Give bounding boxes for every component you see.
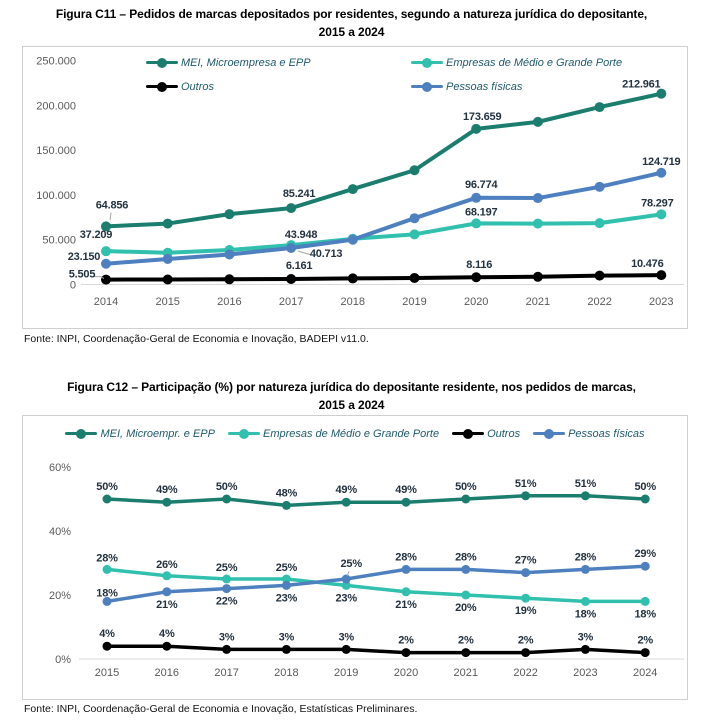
data-point xyxy=(641,597,650,606)
data-point xyxy=(641,562,650,571)
data-point xyxy=(461,591,470,600)
x-axis-tick-label: 2020 xyxy=(463,296,489,308)
data-point xyxy=(348,184,358,194)
data-point xyxy=(342,498,351,507)
data-label: 28% xyxy=(395,551,417,564)
legend-label-outros: Outros xyxy=(181,80,215,93)
x-axis-tick-label: 2023 xyxy=(573,667,598,679)
data-point xyxy=(286,274,296,284)
data-point xyxy=(286,203,296,213)
data-point xyxy=(521,648,530,657)
figure-c12-panel xyxy=(22,415,688,700)
data-point xyxy=(521,594,530,603)
data-label: 18% xyxy=(634,608,656,621)
y-axis-tick-label: 60% xyxy=(48,462,71,474)
data-label: 23% xyxy=(335,592,357,605)
data-label: 64.856 xyxy=(95,199,129,212)
data-label: 22% xyxy=(215,595,238,608)
data-label: 20% xyxy=(455,602,477,614)
data-point xyxy=(286,243,296,253)
x-axis-tick-label: 2016 xyxy=(217,296,242,308)
data-point xyxy=(342,645,351,654)
data-point xyxy=(641,648,650,657)
series-line xyxy=(107,496,645,506)
data-label: 49% xyxy=(395,484,417,497)
data-label: 2% xyxy=(458,634,474,647)
data-label: 50% xyxy=(634,481,656,493)
x-axis-tick-label: 2017 xyxy=(278,296,304,308)
data-point xyxy=(595,218,605,228)
data-point xyxy=(282,645,291,654)
figure-c12-title-line1: Figura C12 – Participação (%) por natureza jurídica do depositante residente, nos pedidos de marcas, xyxy=(67,380,636,394)
data-point xyxy=(521,568,530,577)
data-label: 49% xyxy=(335,484,357,497)
data-point xyxy=(533,219,543,229)
legend-label-empresas-2: Empresas de Médio e Grande Porte xyxy=(262,427,440,440)
data-point xyxy=(402,648,411,657)
data-point xyxy=(656,168,666,178)
data-point xyxy=(461,565,470,574)
data-label: 3% xyxy=(278,631,295,644)
y-axis-tick-label: 20% xyxy=(48,590,71,602)
data-point xyxy=(581,565,590,574)
data-point xyxy=(162,498,171,507)
data-label: 37.209 xyxy=(79,229,113,242)
data-label: 78.297 xyxy=(641,197,674,210)
data-label: 29% xyxy=(634,548,656,561)
series-line xyxy=(107,646,645,652)
data-point xyxy=(595,271,605,281)
data-point xyxy=(162,571,171,580)
data-label: 3% xyxy=(218,631,235,644)
x-axis-tick-label: 2021 xyxy=(525,296,551,308)
data-point xyxy=(533,193,543,203)
series-line xyxy=(106,94,661,227)
data-label: 40.713 xyxy=(309,248,343,261)
figure-c11-source: Fonte: INPI, Coordenação-Geral de Economia e Inovação, BADEPI v11.0. xyxy=(24,333,369,345)
figure-c11-title-line1: Figura C11 – Pedidos de marcas depositados por residentes, segundo a natureza jurídica do depositante, xyxy=(55,7,648,21)
x-axis-tick-label: 2021 xyxy=(453,667,479,679)
y-axis-tick-label: 100.000 xyxy=(36,189,76,202)
data-point xyxy=(103,642,112,651)
data-label: 25% xyxy=(275,562,298,574)
legend-label-mei: MEI, Microempresa e EPP xyxy=(181,56,311,69)
series-line xyxy=(107,566,645,601)
data-point xyxy=(471,272,481,282)
data-label: 51% xyxy=(514,477,537,490)
x-axis-tick-label: 2019 xyxy=(333,667,359,679)
legend-label-empresas: Empresas de Médio e Grande Porte xyxy=(446,56,623,69)
legend-label-mei-2: MEI, Microempr. e EPP xyxy=(100,427,215,440)
data-point xyxy=(402,587,411,596)
data-point xyxy=(410,213,420,223)
data-point xyxy=(101,259,111,269)
data-label: 2% xyxy=(398,634,414,647)
data-point xyxy=(402,565,411,574)
data-label: 23% xyxy=(275,592,298,605)
label-leader-line xyxy=(110,212,111,220)
data-point xyxy=(581,491,590,500)
data-point xyxy=(581,645,590,654)
data-point xyxy=(410,273,420,283)
data-point xyxy=(461,495,470,504)
data-label: 28% xyxy=(455,551,477,564)
data-point xyxy=(282,581,291,590)
legend-label-pessoas-2: Pessoas físicas xyxy=(568,427,645,440)
data-point xyxy=(342,575,351,584)
y-axis-tick-label: 0 xyxy=(69,279,76,292)
data-label: 10.476 xyxy=(631,258,664,271)
data-label: 4% xyxy=(99,628,115,641)
data-label: 50% xyxy=(455,481,477,493)
data-label: 6.161 xyxy=(285,259,313,272)
data-label: 25% xyxy=(340,558,362,570)
data-point xyxy=(348,235,358,245)
x-axis-tick-label: 2017 xyxy=(214,667,239,679)
y-axis-tick-label: 0% xyxy=(55,654,71,666)
legend-label-outros-2: Outros xyxy=(487,427,521,440)
data-point xyxy=(533,117,543,127)
data-point xyxy=(224,274,234,284)
data-point xyxy=(581,597,590,606)
data-point xyxy=(471,124,481,134)
data-point xyxy=(222,495,231,504)
x-axis-tick-label: 2018 xyxy=(274,667,299,679)
data-label: 8.116 xyxy=(466,259,493,272)
data-point xyxy=(471,218,481,228)
data-point xyxy=(103,495,112,504)
data-point xyxy=(162,587,171,596)
data-label: 43.948 xyxy=(284,229,318,242)
data-label: 3% xyxy=(577,631,594,644)
data-label: 68.197 xyxy=(464,206,498,219)
data-label: 2% xyxy=(637,634,653,647)
data-point xyxy=(163,274,173,284)
data-point xyxy=(222,575,231,584)
x-axis-tick-label: 2023 xyxy=(649,296,674,308)
data-point xyxy=(224,209,234,219)
data-point xyxy=(101,246,111,256)
data-point xyxy=(410,229,420,239)
data-label: 4% xyxy=(159,628,175,641)
figure-c11-chart xyxy=(23,47,687,328)
data-point xyxy=(224,249,234,259)
series-line xyxy=(106,275,661,279)
data-label: 50% xyxy=(96,481,118,493)
data-label: 173.659 xyxy=(463,110,502,123)
y-axis-tick-label: 250.000 xyxy=(36,55,76,68)
data-label: 28% xyxy=(574,551,597,564)
y-axis-tick-label: 150.000 xyxy=(36,145,76,158)
data-point xyxy=(595,102,605,112)
data-label: 19% xyxy=(514,605,537,618)
data-label: 124.719 xyxy=(642,155,681,168)
data-point xyxy=(410,165,420,175)
data-label: 25% xyxy=(215,562,238,574)
figure-c12-source: Fonte: INPI, Coordenação-Geral de Economia e Inovação, Estatísticas Preliminares. xyxy=(24,703,418,715)
data-point xyxy=(461,648,470,657)
x-axis-tick-label: 2018 xyxy=(340,296,366,308)
figure-c12-chart xyxy=(23,416,687,699)
y-axis-tick-label: 50.000 xyxy=(42,234,76,247)
data-point xyxy=(282,501,291,510)
data-label: 51% xyxy=(574,477,597,490)
figure-c12-title xyxy=(0,378,703,414)
data-label: 3% xyxy=(338,631,354,644)
data-label: 21% xyxy=(395,598,417,611)
data-label: 48% xyxy=(275,487,298,500)
data-label: 96.774 xyxy=(464,178,498,191)
x-axis-tick-label: 2022 xyxy=(513,667,538,679)
data-label: 49% xyxy=(156,484,178,497)
data-label: 50% xyxy=(215,481,238,493)
figure-c11-title-line2: 2015 a 2024 xyxy=(318,25,385,39)
data-label: 18% xyxy=(96,587,118,600)
x-axis-tick-label: 2024 xyxy=(632,667,658,679)
data-label: 2% xyxy=(517,634,534,647)
data-label: 18% xyxy=(574,608,597,621)
data-point xyxy=(163,254,173,264)
x-axis-tick-label: 2014 xyxy=(93,296,119,308)
data-point xyxy=(471,193,481,203)
x-axis-tick-label: 2020 xyxy=(393,667,419,679)
figure-c11-panel xyxy=(22,46,688,329)
x-axis-tick-label: 2015 xyxy=(94,667,120,679)
data-point xyxy=(222,584,231,593)
figure-c12-title-line2: 2015 a 2024 xyxy=(318,398,385,412)
data-point xyxy=(641,495,650,504)
data-label: 5.505 xyxy=(68,268,96,281)
figure-c11-title xyxy=(0,5,703,41)
data-point xyxy=(521,491,530,500)
data-point xyxy=(656,270,666,280)
data-point xyxy=(162,642,171,651)
x-axis-tick-label: 2016 xyxy=(154,667,180,679)
data-point xyxy=(656,209,666,219)
data-point xyxy=(402,498,411,507)
data-point xyxy=(101,275,111,285)
data-label: 21% xyxy=(156,598,178,611)
data-point xyxy=(348,273,358,283)
data-point xyxy=(533,272,543,282)
data-point xyxy=(595,182,605,192)
data-label: 212.961 xyxy=(622,78,661,91)
data-label: 85.241 xyxy=(282,188,316,201)
data-point xyxy=(103,565,112,574)
x-axis-tick-label: 2019 xyxy=(402,296,427,308)
x-axis-tick-label: 2022 xyxy=(587,296,612,308)
data-point xyxy=(222,645,231,654)
legend-label-pessoas: Pessoas físicas xyxy=(446,80,523,93)
x-axis-tick-label: 2015 xyxy=(155,296,180,308)
data-label: 23.150 xyxy=(67,250,101,263)
data-label: 27% xyxy=(514,554,537,567)
y-axis-tick-label: 200.000 xyxy=(36,100,76,113)
data-label: 26% xyxy=(156,558,178,571)
y-axis-tick-label: 40% xyxy=(48,526,71,538)
data-point xyxy=(163,219,173,229)
data-label: 28% xyxy=(96,552,118,565)
